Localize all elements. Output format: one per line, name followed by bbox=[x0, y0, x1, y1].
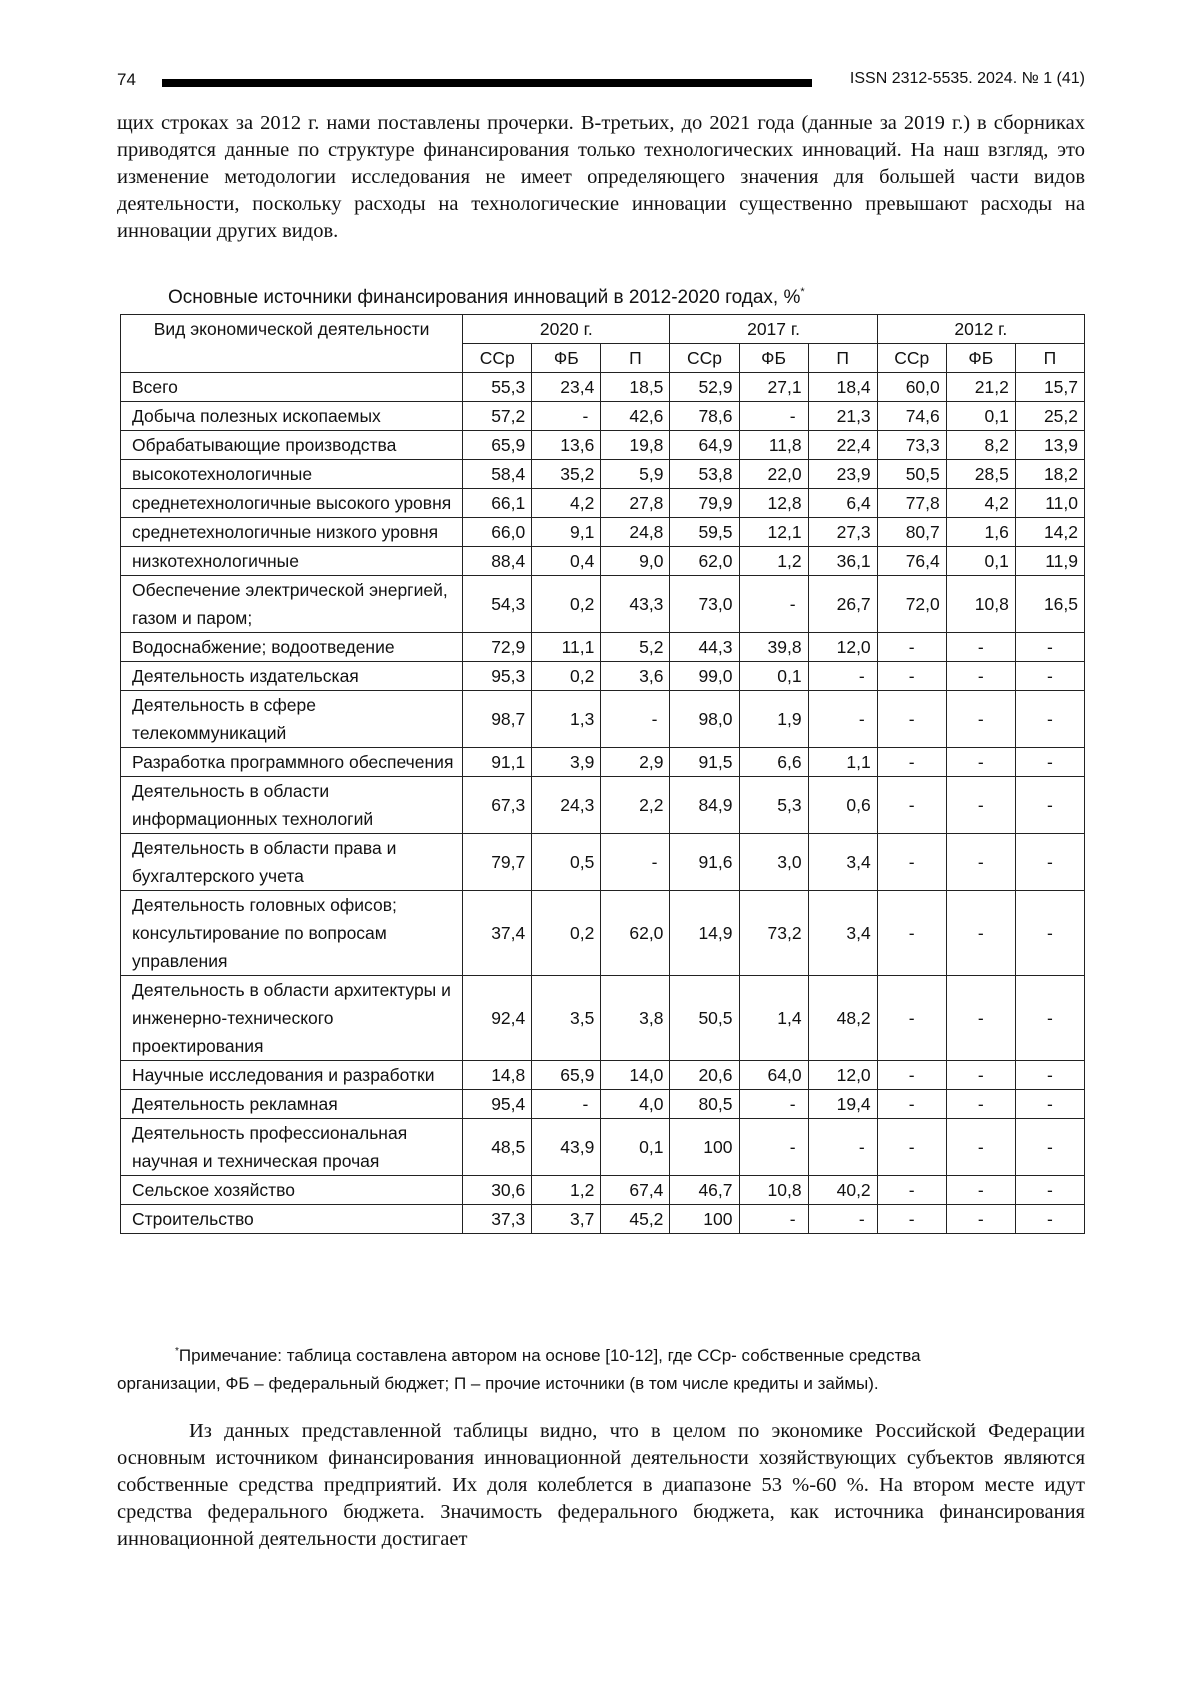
row-label: Деятельность издательская bbox=[121, 662, 463, 691]
value-cell: 2,2 bbox=[601, 777, 670, 834]
value-cell: 77,8 bbox=[877, 489, 946, 518]
value-cell: 24,3 bbox=[532, 777, 601, 834]
value-cell: 98,7 bbox=[463, 691, 532, 748]
value-cell: - bbox=[877, 633, 946, 662]
value-cell: 3,4 bbox=[808, 891, 877, 976]
value-cell: 4,2 bbox=[532, 489, 601, 518]
value-cell: 12,0 bbox=[808, 1061, 877, 1090]
note-footnote-mark: * bbox=[175, 1346, 179, 1357]
value-cell: 98,0 bbox=[670, 691, 739, 748]
value-cell: 65,9 bbox=[532, 1061, 601, 1090]
value-cell: - bbox=[946, 1090, 1015, 1119]
table-row bbox=[121, 976, 1085, 1061]
value-cell: 30,6 bbox=[463, 1176, 532, 1205]
value-cell: 14,9 bbox=[670, 891, 739, 976]
row-label: Деятельность рекламная bbox=[121, 1090, 463, 1119]
row-label: Деятельность в области права и бухгалтерского учета bbox=[121, 834, 463, 891]
table-row bbox=[121, 1205, 1085, 1234]
value-cell: - bbox=[1015, 662, 1084, 691]
value-cell: 99,0 bbox=[670, 662, 739, 691]
value-cell: 80,7 bbox=[877, 518, 946, 547]
value-cell: - bbox=[808, 1119, 877, 1176]
value-cell: 48,2 bbox=[808, 976, 877, 1061]
value-cell: 1,1 bbox=[808, 748, 877, 777]
value-cell: - bbox=[739, 576, 808, 633]
value-cell: 3,5 bbox=[532, 976, 601, 1061]
value-cell: - bbox=[739, 1119, 808, 1176]
row-label: высокотехнологичные bbox=[121, 460, 463, 489]
value-cell: 22,4 bbox=[808, 431, 877, 460]
value-cell: 6,4 bbox=[808, 489, 877, 518]
value-cell: - bbox=[877, 1176, 946, 1205]
table-row bbox=[121, 373, 1085, 402]
value-cell: 52,9 bbox=[670, 373, 739, 402]
value-cell: - bbox=[1015, 1090, 1084, 1119]
value-cell: 58,4 bbox=[463, 460, 532, 489]
value-cell: 13,6 bbox=[532, 431, 601, 460]
subheader-cell: П bbox=[1015, 344, 1084, 373]
note-line-1 bbox=[117, 1338, 1085, 1370]
value-cell: 64,9 bbox=[670, 431, 739, 460]
value-cell: - bbox=[532, 1090, 601, 1119]
value-cell: - bbox=[739, 1090, 808, 1119]
value-cell: 53,8 bbox=[670, 460, 739, 489]
value-cell: 45,2 bbox=[601, 1205, 670, 1234]
subheader-cell: ФБ bbox=[532, 344, 601, 373]
value-cell: 11,9 bbox=[1015, 547, 1084, 576]
row-label: Всего bbox=[121, 373, 463, 402]
value-cell: - bbox=[946, 691, 1015, 748]
value-cell: - bbox=[1015, 633, 1084, 662]
value-cell: - bbox=[1015, 891, 1084, 976]
row-label: Водоснабжение; водоотведение bbox=[121, 633, 463, 662]
row-label: Деятельность головных офисов; консультирование по вопросам управления bbox=[121, 891, 463, 976]
table-row bbox=[121, 834, 1085, 891]
value-cell: 19,4 bbox=[808, 1090, 877, 1119]
table-body bbox=[121, 373, 1085, 1234]
value-cell: 1,4 bbox=[739, 976, 808, 1061]
value-cell: - bbox=[739, 1205, 808, 1234]
value-cell: 64,0 bbox=[739, 1061, 808, 1090]
table-row bbox=[121, 576, 1085, 633]
value-cell: 3,0 bbox=[739, 834, 808, 891]
value-cell: 22,0 bbox=[739, 460, 808, 489]
row-label: среднетехнологичные высокого уровня bbox=[121, 489, 463, 518]
value-cell: 12,8 bbox=[739, 489, 808, 518]
value-cell: - bbox=[877, 748, 946, 777]
value-cell: 23,9 bbox=[808, 460, 877, 489]
value-cell: 3,6 bbox=[601, 662, 670, 691]
value-cell: - bbox=[601, 691, 670, 748]
value-cell: 21,3 bbox=[808, 402, 877, 431]
value-cell: 100 bbox=[670, 1119, 739, 1176]
subheader-cell: П bbox=[601, 344, 670, 373]
value-cell: 73,0 bbox=[670, 576, 739, 633]
value-cell: 91,1 bbox=[463, 748, 532, 777]
value-cell: - bbox=[1015, 1176, 1084, 1205]
closing-paragraph: Из данных представленной таблицы видно, что в целом по экономике Российской Федерации основным источником финансирования инновационной деятельности хозяйствующих субъектов являются собственные средства предприятий. Их доля колеблется в диапазоне 53 %-60 %. На втором месте идут средства федерального бюджета. Значимость федерального бюджета, как источника финансирования инновационной деятельности достигает bbox=[117, 1420, 1085, 1550]
table-row bbox=[121, 547, 1085, 576]
value-cell: 18,5 bbox=[601, 373, 670, 402]
row-label: Научные исследования и разработки bbox=[121, 1061, 463, 1090]
value-cell: - bbox=[946, 777, 1015, 834]
value-cell: 1,3 bbox=[532, 691, 601, 748]
row-label: Строительство bbox=[121, 1205, 463, 1234]
note-text-1: Примечание: таблица составлена автором на основе [10-12], где ССр- собственные средства bbox=[178, 1346, 921, 1365]
value-cell: 95,3 bbox=[463, 662, 532, 691]
table-row bbox=[121, 489, 1085, 518]
value-cell: 62,0 bbox=[601, 891, 670, 976]
value-cell: 1,6 bbox=[946, 518, 1015, 547]
value-cell: 42,6 bbox=[601, 402, 670, 431]
value-cell: 67,3 bbox=[463, 777, 532, 834]
value-cell: - bbox=[808, 662, 877, 691]
subheader-cell: ФБ bbox=[946, 344, 1015, 373]
value-cell: 59,5 bbox=[670, 518, 739, 547]
value-cell: 4,0 bbox=[601, 1090, 670, 1119]
value-cell: 10,8 bbox=[946, 576, 1015, 633]
value-cell: 55,3 bbox=[463, 373, 532, 402]
value-cell: - bbox=[946, 1061, 1015, 1090]
value-cell: 88,4 bbox=[463, 547, 532, 576]
value-cell: 60,0 bbox=[877, 373, 946, 402]
value-cell: 11,0 bbox=[1015, 489, 1084, 518]
value-cell: 3,7 bbox=[532, 1205, 601, 1234]
value-cell: - bbox=[877, 1119, 946, 1176]
year-header-2012: 2012 г. bbox=[877, 315, 1084, 344]
value-cell: 3,8 bbox=[601, 976, 670, 1061]
table-row bbox=[121, 891, 1085, 976]
value-cell: 65,9 bbox=[463, 431, 532, 460]
row-label: Разработка программного обеспечения bbox=[121, 748, 463, 777]
value-cell: 92,4 bbox=[463, 976, 532, 1061]
value-cell: 14,2 bbox=[1015, 518, 1084, 547]
value-cell: 0,4 bbox=[532, 547, 601, 576]
value-cell: 73,2 bbox=[739, 891, 808, 976]
value-cell: 57,2 bbox=[463, 402, 532, 431]
value-cell: 11,8 bbox=[739, 431, 808, 460]
value-cell: 79,9 bbox=[670, 489, 739, 518]
subheader-cell: ССр bbox=[670, 344, 739, 373]
table-row bbox=[121, 633, 1085, 662]
value-cell: 76,4 bbox=[877, 547, 946, 576]
value-cell: - bbox=[1015, 777, 1084, 834]
value-cell: - bbox=[877, 691, 946, 748]
table-title bbox=[168, 286, 805, 309]
row-header-cell: Вид экономической деятельности bbox=[121, 315, 463, 373]
value-cell: 62,0 bbox=[670, 547, 739, 576]
table-title-text: Основные источники финансирования инноваций в 2012-2020 годах, % bbox=[168, 287, 801, 308]
value-cell: 0,1 bbox=[739, 662, 808, 691]
value-cell: 0,2 bbox=[532, 891, 601, 976]
value-cell: - bbox=[1015, 976, 1084, 1061]
table-row bbox=[121, 777, 1085, 834]
value-cell: - bbox=[877, 976, 946, 1061]
table-note bbox=[117, 1338, 1085, 1398]
value-cell: 44,3 bbox=[670, 633, 739, 662]
value-cell: 80,5 bbox=[670, 1090, 739, 1119]
table-row bbox=[121, 1176, 1085, 1205]
value-cell: 27,1 bbox=[739, 373, 808, 402]
value-cell: 13,9 bbox=[1015, 431, 1084, 460]
value-cell: 28,5 bbox=[946, 460, 1015, 489]
value-cell: 0,2 bbox=[532, 576, 601, 633]
value-cell: 12,0 bbox=[808, 633, 877, 662]
value-cell: 40,2 bbox=[808, 1176, 877, 1205]
value-cell: 5,9 bbox=[601, 460, 670, 489]
value-cell: 6,6 bbox=[739, 748, 808, 777]
value-cell: - bbox=[877, 777, 946, 834]
value-cell: 25,2 bbox=[1015, 402, 1084, 431]
value-cell: 16,5 bbox=[1015, 576, 1084, 633]
value-cell: 3,9 bbox=[532, 748, 601, 777]
value-cell: 11,1 bbox=[532, 633, 601, 662]
value-cell: 0,1 bbox=[601, 1119, 670, 1176]
value-cell: 35,2 bbox=[532, 460, 601, 489]
value-cell: - bbox=[946, 662, 1015, 691]
value-cell: - bbox=[946, 1119, 1015, 1176]
value-cell: 43,3 bbox=[601, 576, 670, 633]
financing-table bbox=[120, 314, 1085, 1234]
value-cell: 0,1 bbox=[946, 547, 1015, 576]
value-cell: 26,7 bbox=[808, 576, 877, 633]
value-cell: 100 bbox=[670, 1205, 739, 1234]
subheader-cell: П bbox=[808, 344, 877, 373]
value-cell: - bbox=[877, 834, 946, 891]
value-cell: 39,8 bbox=[739, 633, 808, 662]
value-cell: 0,1 bbox=[946, 402, 1015, 431]
value-cell: - bbox=[946, 748, 1015, 777]
value-cell: - bbox=[877, 891, 946, 976]
value-cell: 14,0 bbox=[601, 1061, 670, 1090]
row-label: Деятельность в области архитектуры и инженерно-технического проектирования bbox=[121, 976, 463, 1061]
value-cell: 36,1 bbox=[808, 547, 877, 576]
value-cell: 1,2 bbox=[532, 1176, 601, 1205]
value-cell: 9,0 bbox=[601, 547, 670, 576]
page-header bbox=[117, 70, 1085, 94]
value-cell: 18,4 bbox=[808, 373, 877, 402]
value-cell: 27,8 bbox=[601, 489, 670, 518]
value-cell: - bbox=[1015, 691, 1084, 748]
value-cell: 50,5 bbox=[877, 460, 946, 489]
value-cell: 74,6 bbox=[877, 402, 946, 431]
value-cell: - bbox=[808, 691, 877, 748]
value-cell: 3,4 bbox=[808, 834, 877, 891]
value-cell: 46,7 bbox=[670, 1176, 739, 1205]
value-cell: - bbox=[946, 976, 1015, 1061]
table-row bbox=[121, 402, 1085, 431]
row-label: Деятельность профессиональная научная и техническая прочая bbox=[121, 1119, 463, 1176]
value-cell: 4,2 bbox=[946, 489, 1015, 518]
row-label: Деятельность в области информационных технологий bbox=[121, 777, 463, 834]
value-cell: 95,4 bbox=[463, 1090, 532, 1119]
table-header-row-years bbox=[121, 315, 1085, 344]
value-cell: 66,1 bbox=[463, 489, 532, 518]
value-cell: 8,2 bbox=[946, 431, 1015, 460]
table-row bbox=[121, 431, 1085, 460]
value-cell: 5,3 bbox=[739, 777, 808, 834]
value-cell: 72,9 bbox=[463, 633, 532, 662]
year-header-2017: 2017 г. bbox=[670, 315, 877, 344]
value-cell: 0,2 bbox=[532, 662, 601, 691]
value-cell: 67,4 bbox=[601, 1176, 670, 1205]
value-cell: 91,5 bbox=[670, 748, 739, 777]
value-cell: - bbox=[946, 834, 1015, 891]
table-row bbox=[121, 1061, 1085, 1090]
value-cell: - bbox=[946, 1205, 1015, 1234]
value-cell: 24,8 bbox=[601, 518, 670, 547]
value-cell: - bbox=[739, 402, 808, 431]
value-cell: 2,9 bbox=[601, 748, 670, 777]
table-row bbox=[121, 460, 1085, 489]
value-cell: 79,7 bbox=[463, 834, 532, 891]
row-label: Обрабатывающие производства bbox=[121, 431, 463, 460]
value-cell: 20,6 bbox=[670, 1061, 739, 1090]
table-row bbox=[121, 662, 1085, 691]
value-cell: 73,3 bbox=[877, 431, 946, 460]
value-cell: 23,4 bbox=[532, 373, 601, 402]
value-cell: 15,7 bbox=[1015, 373, 1084, 402]
row-label: Добыча полезных ископаемых bbox=[121, 402, 463, 431]
value-cell: 5,2 bbox=[601, 633, 670, 662]
page-number: 74 bbox=[117, 70, 136, 89]
value-cell: - bbox=[1015, 1119, 1084, 1176]
value-cell: 10,8 bbox=[739, 1176, 808, 1205]
value-cell: 66,0 bbox=[463, 518, 532, 547]
value-cell: - bbox=[877, 1090, 946, 1119]
value-cell: - bbox=[1015, 834, 1084, 891]
value-cell: - bbox=[877, 1061, 946, 1090]
row-label: среднетехнологичные низкого уровня bbox=[121, 518, 463, 547]
value-cell: 50,5 bbox=[670, 976, 739, 1061]
table-row bbox=[121, 518, 1085, 547]
value-cell: 27,3 bbox=[808, 518, 877, 547]
value-cell: 37,4 bbox=[463, 891, 532, 976]
value-cell: 48,5 bbox=[463, 1119, 532, 1176]
value-cell: 14,8 bbox=[463, 1061, 532, 1090]
value-cell: 18,2 bbox=[1015, 460, 1084, 489]
value-cell: 91,6 bbox=[670, 834, 739, 891]
value-cell: - bbox=[946, 1176, 1015, 1205]
value-cell: - bbox=[946, 633, 1015, 662]
year-header-2020: 2020 г. bbox=[463, 315, 670, 344]
value-cell: 0,6 bbox=[808, 777, 877, 834]
value-cell: 12,1 bbox=[739, 518, 808, 547]
value-cell: - bbox=[1015, 748, 1084, 777]
value-cell: - bbox=[946, 891, 1015, 976]
value-cell: 1,2 bbox=[739, 547, 808, 576]
value-cell: - bbox=[532, 402, 601, 431]
value-cell: 19,8 bbox=[601, 431, 670, 460]
subheader-cell: ССр bbox=[463, 344, 532, 373]
header-rule bbox=[162, 79, 812, 87]
value-cell: 37,3 bbox=[463, 1205, 532, 1234]
intro-paragraph: щих строках за 2012 г. нами поставлены прочерки. В-третьих, до 2021 года (данные за 2019 г.) в сборниках приводятся данные по структуре финансирования только технологических инноваций. На наш взгляд, это изменение методологии исследования не имеет определяющего значения для большей части видов деятельности, поскольку расходы на технологические инновации существенно превышают расходы на инновации других видов. bbox=[117, 112, 1085, 242]
subheader-cell: ССр bbox=[877, 344, 946, 373]
row-label: низкотехнологичные bbox=[121, 547, 463, 576]
value-cell: 9,1 bbox=[532, 518, 601, 547]
value-cell: - bbox=[601, 834, 670, 891]
value-cell: 1,9 bbox=[739, 691, 808, 748]
table-row bbox=[121, 1119, 1085, 1176]
value-cell: - bbox=[1015, 1061, 1084, 1090]
row-label: Обеспечение электрической энергией, газом и паром; bbox=[121, 576, 463, 633]
table-row bbox=[121, 748, 1085, 777]
value-cell: 84,9 bbox=[670, 777, 739, 834]
value-cell: - bbox=[1015, 1205, 1084, 1234]
subheader-cell: ФБ bbox=[739, 344, 808, 373]
value-cell: - bbox=[808, 1205, 877, 1234]
table-row bbox=[121, 1090, 1085, 1119]
value-cell: - bbox=[877, 1205, 946, 1234]
value-cell: 54,3 bbox=[463, 576, 532, 633]
table-row bbox=[121, 691, 1085, 748]
value-cell: 0,5 bbox=[532, 834, 601, 891]
value-cell: 21,2 bbox=[946, 373, 1015, 402]
note-text-2: организации, ФБ – федеральный бюджет; П – прочие источники (в том числе кредиты и займы). bbox=[117, 1374, 879, 1393]
row-label: Сельское хозяйство bbox=[121, 1176, 463, 1205]
table-title-footnote-mark: * bbox=[800, 286, 805, 298]
journal-issn: ISSN 2312-5535. 2024. № 1 (41) bbox=[849, 70, 1085, 87]
value-cell: 72,0 bbox=[877, 576, 946, 633]
value-cell: 43,9 bbox=[532, 1119, 601, 1176]
value-cell: 78,6 bbox=[670, 402, 739, 431]
value-cell: - bbox=[877, 662, 946, 691]
row-label: Деятельность в сфере телекоммуникаций bbox=[121, 691, 463, 748]
